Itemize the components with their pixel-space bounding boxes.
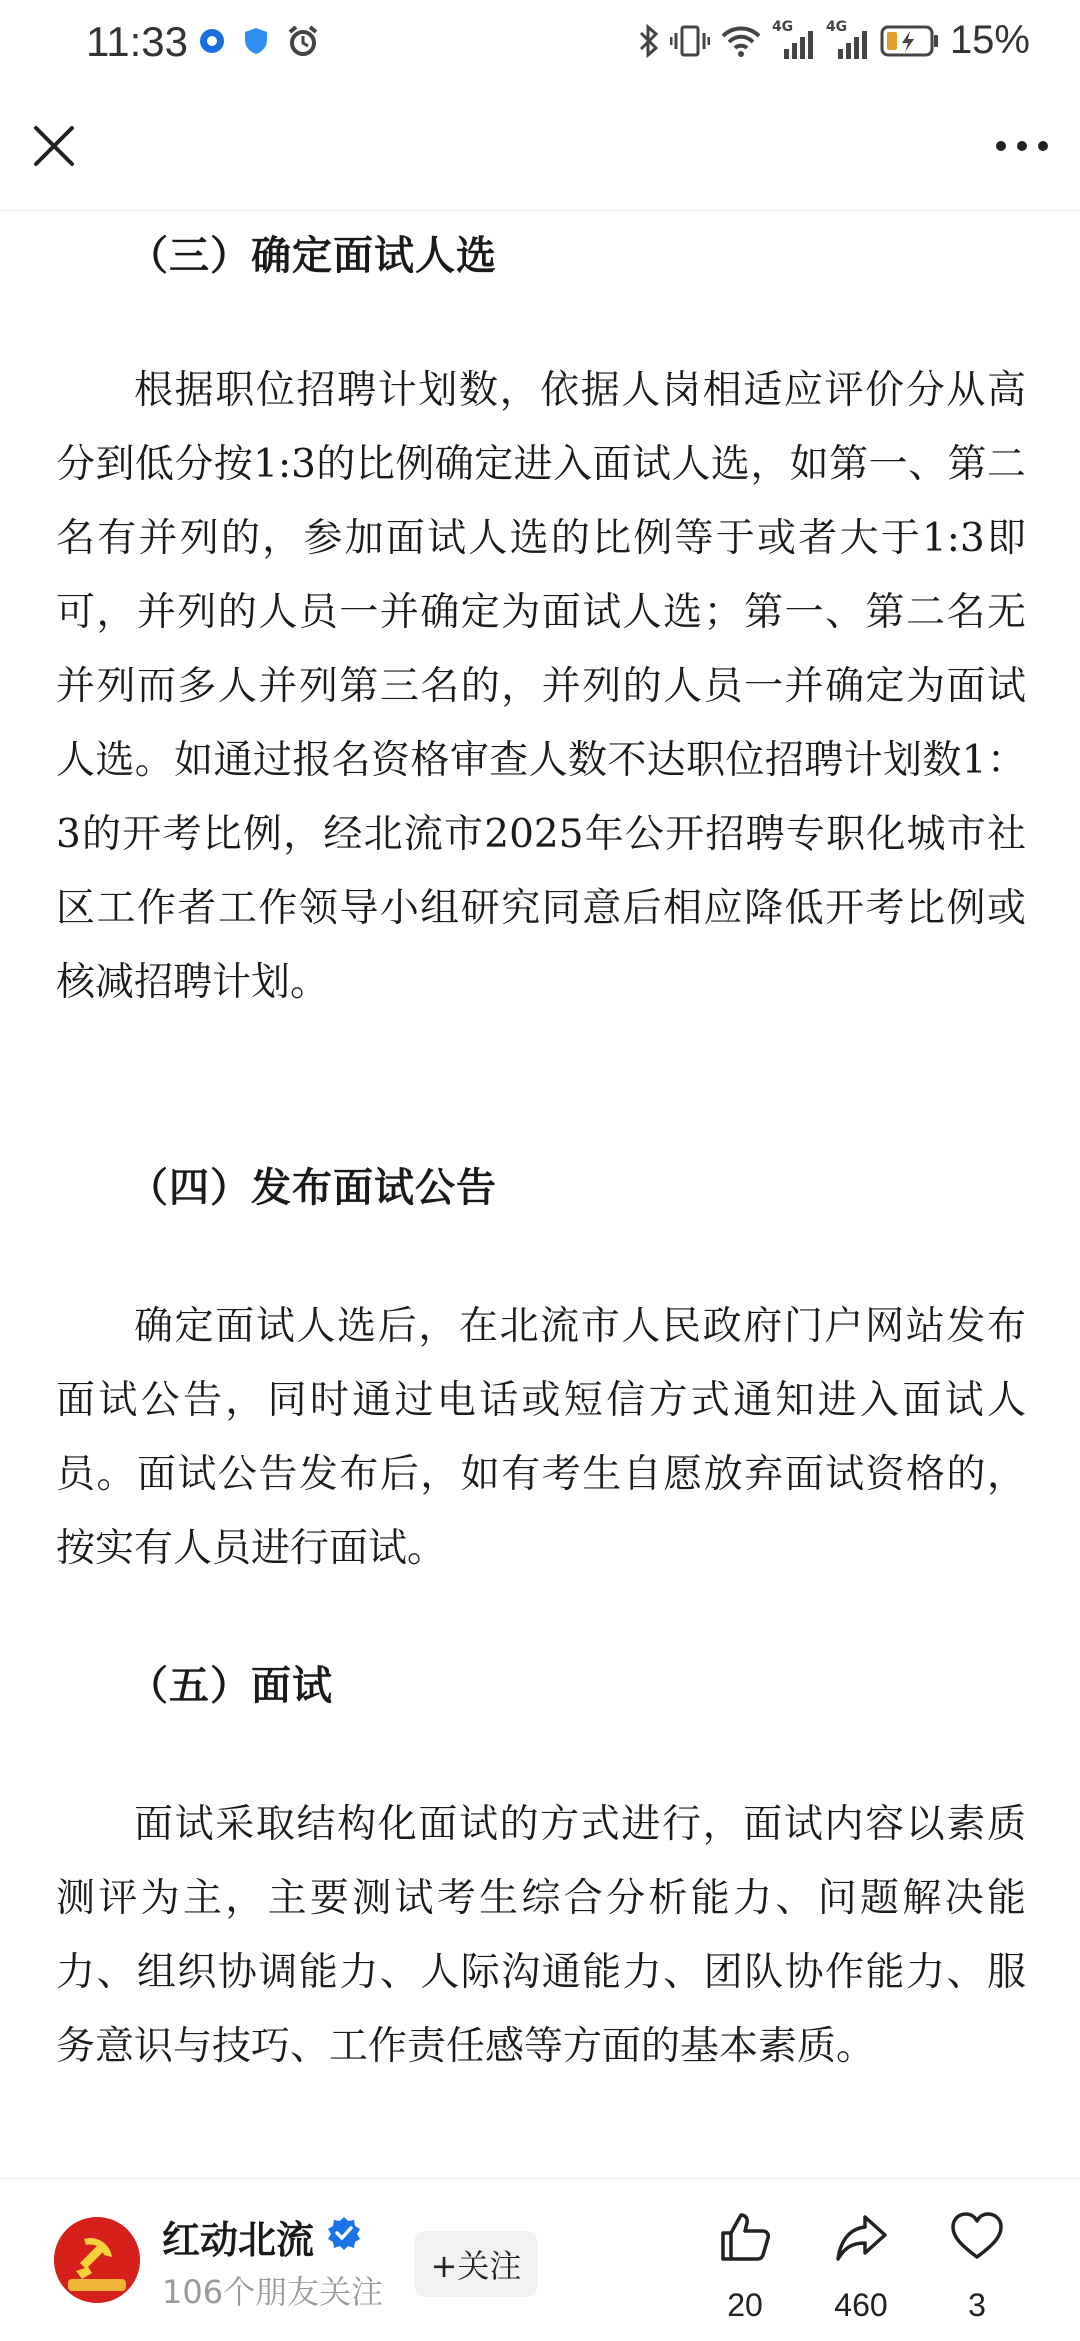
signal-icon-1: 4G: [772, 23, 816, 59]
app-notification-icon: [198, 27, 226, 55]
heart-icon: [949, 2209, 1005, 2265]
bottom-bar: [0, 2178, 1080, 2341]
account-avatar[interactable]: [54, 2217, 140, 2303]
status-bar: [0, 0, 1080, 86]
like-count: 20: [727, 2287, 763, 2323]
vibrate-icon: [670, 23, 710, 59]
thumbs-up-icon: [717, 2209, 773, 2265]
like-button[interactable]: [690, 2209, 800, 2324]
system-status-icons: [638, 18, 1030, 63]
share-count: 460: [834, 2287, 888, 2323]
battery-icon: [880, 24, 940, 58]
article-content: [0, 210, 1080, 2178]
battery-percent: 15%: [949, 18, 1030, 62]
section-paragraph-3: 根据职位招聘计划数，依据人岗相适应评价分从高分到低分按1:3的比例确定进入面试人选，如第一、第二名有并列的，参加面试人选的比例等于或者大于1:3即可，并列的人员一并确定为面试人选；第一、第二名无并列而多人并列第三名的，并列的人员一并确定为面试人选。如通过报名资格审查人数不达职位招聘计划数1：3的开考比例，经北流市2025年公开招聘专职化城市社区工作者工作领导小组研究同意后相应降低开考比例或核减招聘计划。: [56, 368, 1026, 1005]
verified-badge-icon: [326, 2215, 362, 2251]
more-icon[interactable]: [994, 134, 1050, 158]
party-emblem-icon: [54, 2217, 140, 2303]
favorite-count: 3: [968, 2287, 986, 2323]
signal-icon-2: 4G: [826, 23, 870, 59]
share-button[interactable]: [806, 2209, 916, 2324]
favorite-button[interactable]: [922, 2209, 1032, 2324]
alarm-icon: [286, 24, 320, 58]
follower-count-text: 106个朋友关注: [162, 2273, 384, 2311]
bluetooth-icon: [638, 23, 660, 59]
notification-icons: [198, 24, 320, 58]
follow-button[interactable]: +关注: [414, 2231, 538, 2297]
section-paragraph-5: 面试采取结构化面试的方式进行，面试内容以素质测评为主，主要测试考生综合分析能力、问题解决能力、组织协调能力、人际沟通能力、团队协作能力、服务意识与技巧、工作责任感等方面的基本素质。: [56, 1802, 1026, 2069]
section-heading-5: （五）面试: [128, 1663, 333, 1709]
section-paragraph-4: 确定面试人选后，在北流市人民政府门户网站发布面试公告，同时通过电话或短信方式通知进入面试人员。面试公告发布后，如有考生自愿放弃面试资格的，按实有人员进行面试。: [56, 1304, 1026, 1571]
wifi-icon: [720, 24, 762, 58]
status-time: 11:33: [86, 18, 188, 65]
account-name[interactable]: 红动北流: [162, 2218, 315, 2262]
shield-icon: [242, 26, 270, 56]
share-arrow-icon: [833, 2209, 889, 2265]
top-bar: [0, 86, 1080, 211]
section-heading-3: （三）确定面试人选: [128, 233, 497, 279]
section-heading-4: （四）发布面试公告: [128, 1165, 497, 1211]
close-icon[interactable]: [28, 120, 80, 172]
